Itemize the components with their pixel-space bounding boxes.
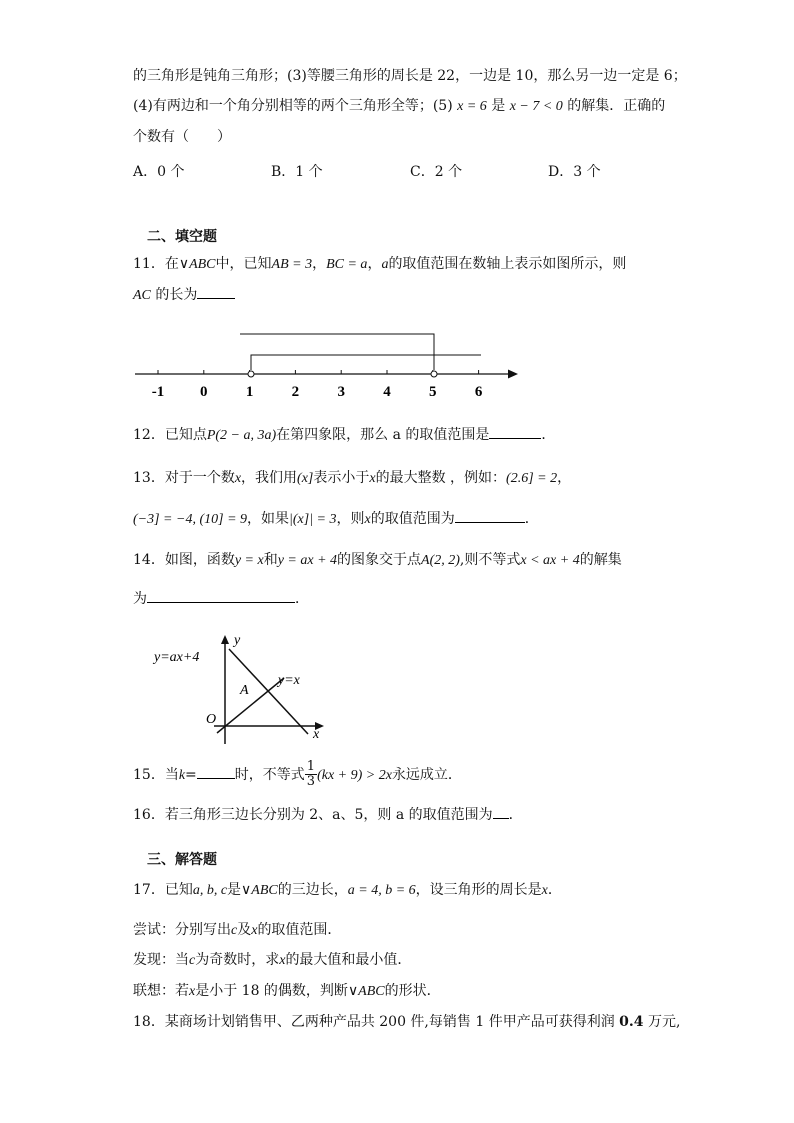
q14-text: ．: [295, 591, 309, 607]
q17-text: 尝试：分别写出: [133, 922, 231, 938]
q10-text: 的解集．正确的: [562, 98, 666, 114]
q17-try: [133, 922, 341, 940]
q13-text: 13．对于一个数: [133, 470, 235, 486]
math: x: [251, 923, 258, 938]
q16-line: [133, 806, 523, 824]
range-bracket-upper: [240, 334, 434, 370]
graph-label-y-axis: y: [234, 633, 241, 648]
option-b[interactable]: B．1 个: [271, 164, 323, 180]
q14-text: 的解集: [579, 552, 622, 568]
q15-text: =: [185, 766, 197, 783]
q14-text: 和: [263, 552, 278, 568]
math: x: [279, 953, 286, 968]
q18-bold-value: 0.4: [619, 1014, 644, 1030]
math: a, b, c: [192, 883, 228, 898]
q16-text: 16．若三角形三边长分别为 2、a、5，则 a 的取值范围为: [133, 807, 493, 823]
q10-line3: [133, 129, 231, 146]
open-circle-1: [248, 371, 254, 377]
number-line-tick-label: 0: [200, 384, 208, 400]
q17-text: 的三边长，: [277, 882, 348, 898]
q10-line1: [133, 68, 687, 85]
q12-text: 在第四象限，那么 a 的取值范围是: [276, 427, 490, 443]
math: ∨ABC: [241, 883, 278, 898]
q14-text: 的图象交于点: [337, 552, 422, 568]
math: y = ax + 4: [277, 553, 338, 568]
q10-text: 是: [486, 98, 510, 114]
math: AC: [133, 288, 151, 303]
math: c: [189, 953, 196, 968]
q12-text: ．: [541, 427, 556, 443]
math: x = 6: [457, 99, 487, 114]
math: x: [541, 883, 548, 898]
number-line-tick-label: -1: [151, 384, 165, 400]
math: ∨ABC: [178, 257, 216, 272]
q17-text: 17．已知: [133, 882, 193, 898]
math: y = x: [234, 553, 264, 568]
answer-blank[interactable]: [489, 426, 541, 439]
graph-label-ax4: y=ax+4: [154, 650, 200, 665]
math: AB = 3: [271, 257, 313, 272]
math: x < ax + 4: [520, 553, 580, 568]
q13-line1: [133, 470, 571, 488]
q17-link: [133, 983, 441, 1001]
q11-text: ，: [312, 256, 327, 272]
number-line-tick-label: 4: [383, 384, 391, 400]
q11-text: ，: [367, 256, 382, 272]
q13-text: 表示小于: [313, 470, 370, 486]
q14-line1: [133, 552, 622, 570]
answer-blank[interactable]: [197, 766, 235, 779]
q15-line: [133, 760, 462, 790]
q17-text: ．: [547, 882, 562, 898]
math: x: [234, 471, 242, 486]
q10-text: 的三角形是钝角三角形；(3)等腰三角形的周长是 22，一边是 10，那么另一边一定是 6；: [133, 68, 687, 84]
math: (2.6] = 2: [506, 471, 558, 486]
number-line-figure: [128, 322, 528, 402]
arrow-icon: [508, 370, 518, 379]
math: a: [381, 257, 389, 272]
q13-text: 的取值范围为: [370, 511, 455, 527]
math: BC = a: [326, 257, 368, 272]
graph-label-origin: O: [206, 712, 217, 727]
q12-text: 12．已知点: [133, 427, 207, 443]
q14-text: ,则不等式: [459, 552, 521, 568]
section-heading-fill-blank: 二、填空题: [147, 229, 217, 245]
q13-line2: [133, 510, 539, 529]
q17-text: 的最大值和最小值．: [285, 952, 412, 968]
q18-text: 万元,: [643, 1014, 681, 1030]
graph-label-point-a: A: [240, 683, 249, 698]
math: c: [231, 923, 238, 938]
number-line-tick-label: 2: [291, 384, 300, 400]
fraction-one-third: [305, 760, 317, 790]
option-a[interactable]: A．0 个: [133, 164, 185, 180]
q17-text: 是: [227, 882, 242, 898]
q13-text: ，: [557, 470, 572, 486]
arrow-icon: [221, 635, 229, 644]
math: P(2 − a, 3a): [206, 428, 277, 443]
math: x − 7 < 0: [509, 99, 563, 114]
q17-text: 的形状．: [384, 983, 441, 999]
function-graph-figure: [148, 632, 338, 747]
q15-text: 15．当: [133, 766, 179, 783]
q10-line2: [133, 98, 665, 116]
q10-text: 个数有（ ）: [133, 129, 231, 145]
math: a = 4, b = 6: [347, 883, 416, 898]
q11-text: 中，已知: [215, 256, 272, 272]
q17-text: 是小于 18 的偶数，判断: [195, 983, 348, 999]
math: x: [189, 984, 196, 999]
number-line-tick-label: 6: [474, 384, 483, 400]
q17-text: ，设三角形的周长是: [415, 882, 542, 898]
option-d[interactable]: D．3 个: [548, 164, 601, 180]
answer-blank[interactable]: [147, 590, 295, 603]
q18-line: [133, 1014, 680, 1031]
math: |(x]| = 3: [289, 512, 337, 527]
math: (kx + 9) > 2x: [317, 767, 392, 783]
fraction-numerator: 1: [306, 759, 316, 774]
q13-text: ，如果: [247, 511, 290, 527]
q10-text: (4)有两边和一个角分别相等的两个三角形全等；(5): [133, 98, 458, 114]
line-y-equals-x: [217, 678, 284, 733]
q14-line2: [133, 590, 309, 608]
q17-text: 发现：当: [133, 952, 189, 968]
number-line-tick-label: 5: [429, 384, 437, 400]
math: A(2, 2): [421, 553, 460, 568]
number-line-tick-label: 3: [337, 384, 345, 400]
q15-text: 时，不等式: [234, 766, 305, 783]
math: x: [369, 471, 376, 486]
math: x: [364, 512, 371, 527]
q12-line: [133, 426, 555, 445]
math: (−3] = −4, (10] = 9: [133, 512, 248, 527]
q17-find: [133, 952, 411, 970]
q13-text: 的最大整数 ，例如：: [375, 470, 507, 486]
q16-text: ．: [508, 807, 523, 823]
option-c[interactable]: C．2 个: [410, 164, 463, 180]
answer-blank[interactable]: [455, 510, 525, 523]
answer-blank[interactable]: [493, 806, 509, 819]
q17-text: 联想：若: [133, 983, 189, 999]
math: (x]: [297, 471, 314, 486]
graph-label-yx: y=x: [278, 673, 300, 688]
q15-text: 永远成立．: [391, 766, 462, 783]
q17-text: 为奇数时，求: [195, 952, 280, 968]
q14-text: 14．如图，函数: [133, 552, 235, 568]
graph-label-x-axis: x: [313, 727, 320, 742]
q18-text: 18．某商场计划销售甲、乙两种产品共 200 件,每销售 1 件甲产品可获得利润: [133, 1014, 620, 1030]
number-line-tick-label: 1: [245, 384, 254, 400]
q13-text: ．: [524, 511, 539, 527]
answer-blank[interactable]: [197, 286, 235, 299]
math: ∨ABC: [347, 984, 385, 999]
q17-line1: [133, 882, 562, 900]
q11-text: 11．在: [133, 256, 179, 272]
q11-line2: [133, 286, 235, 305]
open-circle-5: [431, 371, 437, 377]
math: k: [178, 767, 186, 783]
section-heading-solve: 三、解答题: [147, 852, 217, 868]
q14-text: 为: [133, 591, 147, 607]
fraction-denominator: 3: [306, 774, 316, 790]
q13-text: ，则: [336, 511, 365, 527]
q13-text: ，我们用: [241, 470, 298, 486]
q11-text: 的取值范围在数轴上表示如图所示，则: [388, 256, 627, 272]
q11-line1: [133, 256, 626, 274]
q17-text: 的取值范围．: [257, 922, 342, 938]
q17-text: 及: [237, 922, 252, 938]
q11-text: 的长为: [150, 287, 198, 303]
range-bracket-lower: [251, 355, 481, 370]
